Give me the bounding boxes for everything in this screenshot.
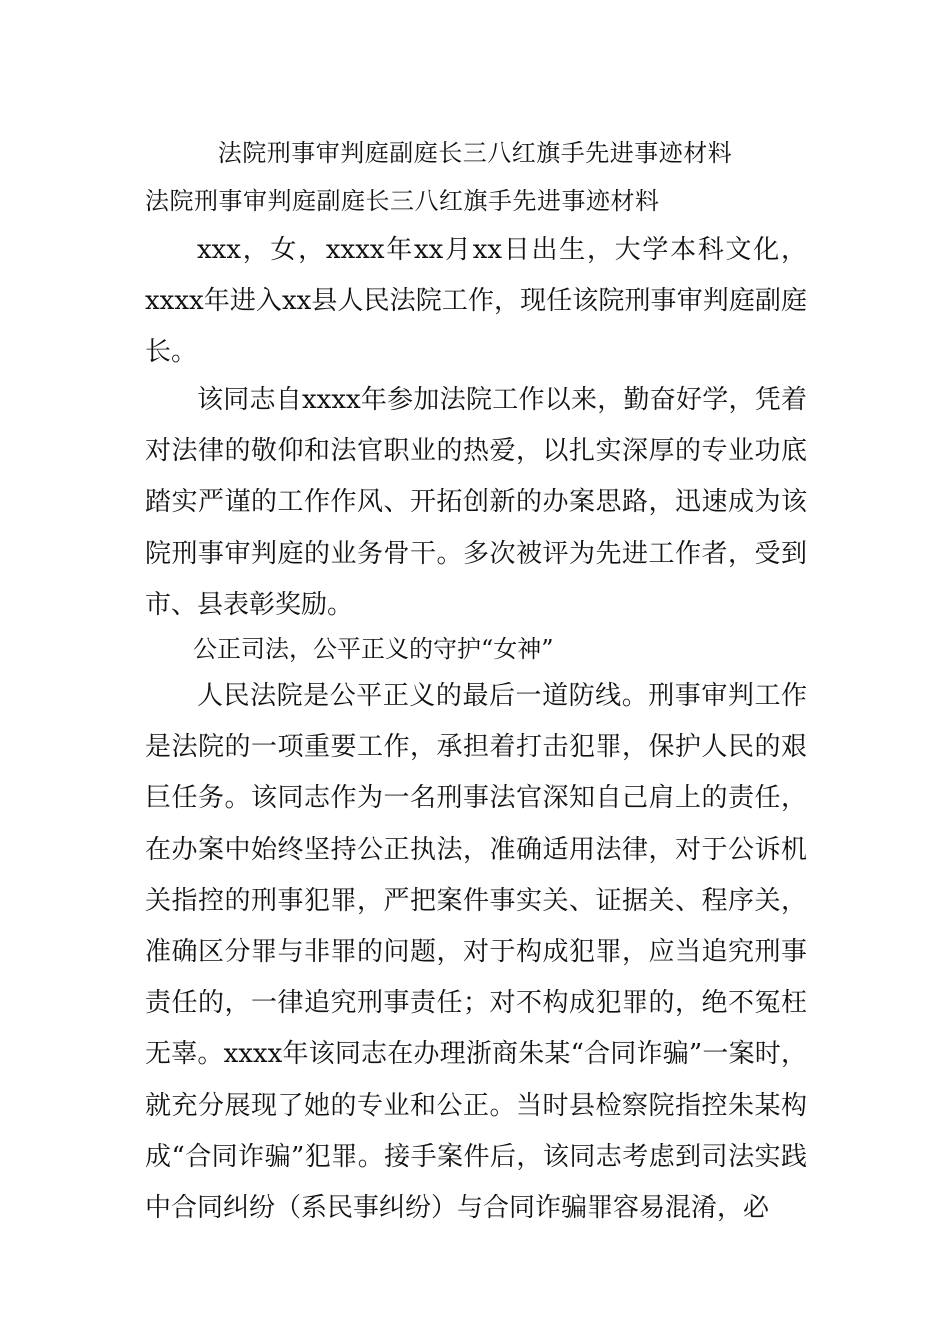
document-subtitle: 法院刑事审判庭副庭长三八红旗手先进事迹材料 xyxy=(145,187,660,215)
paragraph-section-body: 人民法院是公平正义的最后一道防线。刑事审判工作是法院的一项重要工作，承担着打击犯罪，保护人民的艰巨任务。该同志作为一名刑事法官深知自己肩上的责任，在办案中始终坚持公正执法，准确适用法律，对于公诉机关指控的刑事犯罪，严把案件事实关、证据关、程序关，准确区分罪与非罪的问题，对于构成犯罪，应当追究刑事责任的，一律追究刑事责任；对不构成犯罪的，绝不冤枉无辜。xxxx年该同志在办理浙商朱某“合同诈骗”一案时，就充分展现了她的专业和公正。当时县检察院指控朱某构成“合同诈骗”犯罪。接手案件后，该同志考虑到司法实践中合同纠纷（系民事纠纷）与合同诈骗罪容易混淆，必 xyxy=(145,681,807,1224)
paragraph-intro: xxx，女，xxxx年xx月xx日出生，大学本科文化，xxxx年进入xx县人民法院工作，现任该院刑事审判庭副庭长。 xyxy=(145,235,807,368)
section-heading: 公正司法，公平正义的守护“女神” xyxy=(193,635,554,663)
document-title: 法院刑事审判庭副庭长三八红旗手先进事迹材料 xyxy=(217,139,733,167)
paragraph-summary: 该同志自xxxx年参加法院工作以来，勤奋好学，凭着对法律的敬仰和法官职业的热爱，以扎实深厚的专业功底踏实严谨的工作作风、开拓创新的办案思路，迅速成为该院刑事审判庭的业务骨干。多次被评为先进工作者，受到市、县表彰奖励。 xyxy=(145,385,807,620)
